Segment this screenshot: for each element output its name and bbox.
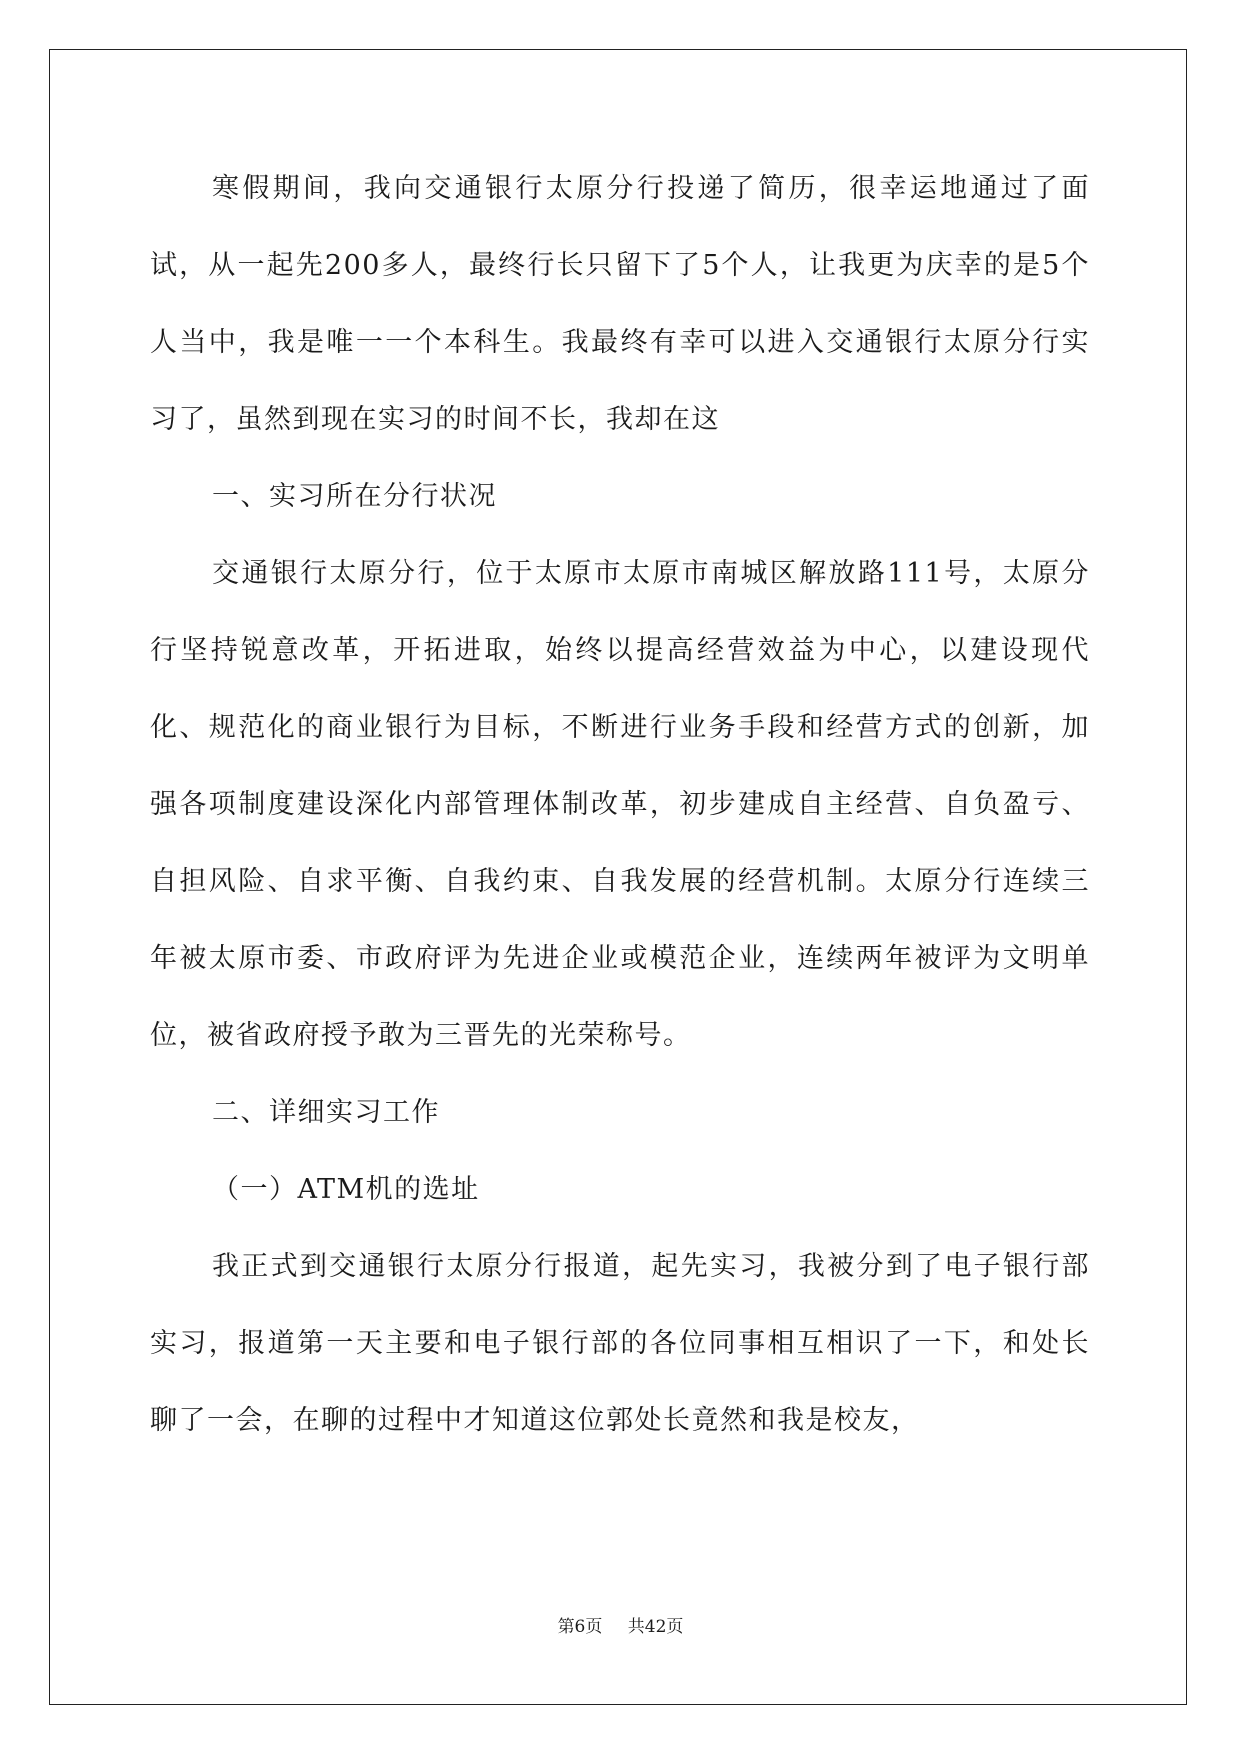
section-heading: 一、实习所在分行状况 <box>212 481 497 512</box>
page-total: 共42页 <box>627 1617 684 1637</box>
page-footer <box>0 1612 1241 1637</box>
section-heading: 二、详细实习工作 <box>212 1097 440 1128</box>
paragraph: 寒假期间，我向交通银行太原分行投递了简历，很幸运地通过了面试，从一起先200多人，最终行长只留下了5个人，让我更为庆幸的是5个人当中，我是唯一一个本科生。我最终有幸可以进入交通银行太原分行实习了，虽然到现在实习的时间不长，我却在这 <box>150 173 1090 435</box>
page-number: 第6页 <box>557 1617 603 1637</box>
paragraph: 交通银行太原分行，位于太原市太原市南城区解放路111号，太原分行坚持锐意改革，开拓进取，始终以提高经营效益为中心，以建设现代化、规范化的商业银行为目标，不断进行业务手段和经营方式的创新，加强各项制度建设深化内部管理体制改革，初步建成自主经营、自负盈亏、自担风险、自求平衡、自我约束、自我发展的经营机制。太原分行连续三年被太原市委、市政府评为先进企业或模范企业，连续两年被评为文明单位，被省政府授予敢为三晋先的光荣称号。 <box>150 558 1090 1051</box>
paragraph: 我正式到交通银行太原分行报道，起先实习，我被分到了电子银行部实习，报道第一天主要和电子银行部的各位同事相互相识了一下，和处长聊了一会，在聊的过程中才知道这位郭处长竟然和我是校友， <box>150 1251 1090 1436</box>
subsection-heading: （一）ATM机的选址 <box>212 1174 480 1205</box>
document-body <box>150 150 1090 1459</box>
